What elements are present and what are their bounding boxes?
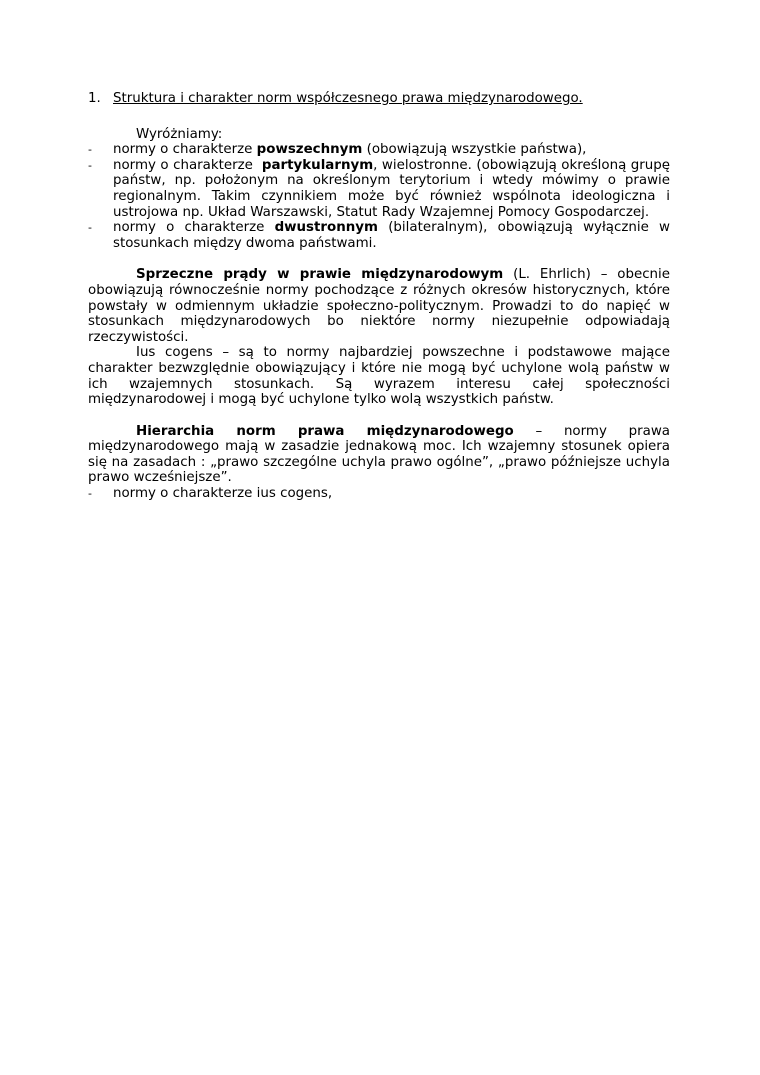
list-item xyxy=(88,158,670,220)
intro-text: Wyróżniamy: xyxy=(136,126,223,142)
paragraph-gap xyxy=(88,251,670,267)
list-item-bold: dwustronnym xyxy=(274,220,378,236)
paragraph-hierarchia xyxy=(88,424,670,486)
list-item-bold: partykularnym xyxy=(261,157,374,173)
list-item xyxy=(88,486,670,502)
section-heading xyxy=(88,91,670,107)
dash-bullet: - xyxy=(88,143,92,157)
paragraph-ius-cogens: Ius cogens – są to normy najbardziej powszechne i podstawowe mające charakter bezwzględnie obowiązujący i które nie mogą być uchylone wolą państw w ich wzajemnych stosunkach. Są wyrazem interesu całej społeczności międzynarodowej i mogą być uchylone tylko wolą wszystkich państw. xyxy=(88,345,670,408)
norm-types-list xyxy=(88,142,670,251)
dash-bullet: - xyxy=(88,221,92,235)
section-title: Struktura i charakter norm współczesnego prawa międzynarodowego. xyxy=(113,91,583,106)
list-item-text: (obowiązują wszystkie państwa), xyxy=(362,142,587,158)
list-item-text: normy o charakterze ius cogens, xyxy=(113,486,333,502)
paragraph-bold-lead: Hierarchia norm prawa międzynarodowego xyxy=(136,423,514,439)
dash-bullet: - xyxy=(88,158,92,172)
document-content xyxy=(88,91,670,502)
list-item-text: (bilateralnym), obowiązują wyłącznie w stosunkach między dwoma państwami. xyxy=(113,220,670,251)
paragraph-text: (L. Ehrlich) – obecnie obowiązują równocześnie normy pochodzące z różnych okresów historycznych, które powstały w odmiennym układzie społeczno-politycznym. Prowadzi to do napięć w stosunkach międzynarodowych bo niektóre normy niezupełnie odpowiadają rzeczywistości. xyxy=(88,267,671,345)
list-item-text: , wielostronne. (obowiązują określoną grupę państw, np. położonym na określonym terytorium i wtedy mówimy o prawie regionalnym. Takim czynnikiem może być również wspólnota ideologiczna i ustrojowa np. Układ Warszawski, Statut Rady Wzajemnej Pomocy Gospodarczej. xyxy=(113,157,671,220)
list-item xyxy=(88,220,670,251)
list-item-text: normy o charakterze xyxy=(113,220,275,236)
list-item-text: normy o charakterze xyxy=(113,142,257,158)
paragraph-gap xyxy=(88,408,670,424)
section-number: 1. xyxy=(88,91,101,106)
list-item xyxy=(88,142,670,158)
paragraph-sprzeczne xyxy=(88,267,670,345)
dash-bullet: - xyxy=(88,487,92,501)
hierarchy-list xyxy=(88,486,670,502)
paragraph-text: – normy prawa międzynarodowego mają w zasadzie jednakową moc. Ich wzajemny stosunek opiera się na zasadach : „prawo szczególne uchyla prawo ogólne”, „prawo późniejsze uchyla prawo wcześniejsze”. xyxy=(88,423,670,486)
paragraph-bold-lead: Sprzeczne prądy w prawie międzynarodowym xyxy=(136,267,504,283)
list-item-bold: powszechnym xyxy=(256,142,363,158)
list-item-text: normy o charakterze xyxy=(113,157,262,173)
